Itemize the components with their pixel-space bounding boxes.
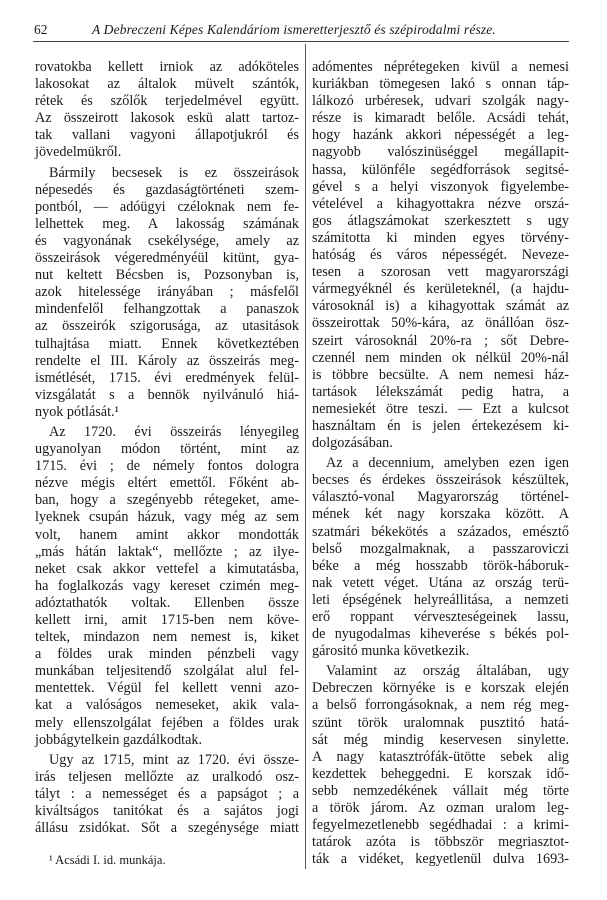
text-line: is többre becsülte. A nem nemesi ház- [312, 366, 569, 383]
text-line: használtam én is jelen értekezésem ki- [312, 417, 569, 434]
text-line: kezdettek beheggedni. E korszak idő- [312, 765, 569, 782]
text-line: A nagy katasztrófák-ütötte sebek alig [312, 748, 569, 765]
paragraph [312, 59, 569, 452]
text-line: lyeknek csupán házuk, vagy még az sem [35, 509, 299, 526]
text-line: nyok pótlását.¹ [35, 403, 119, 420]
text-line: sebb nemzedékének vállait még törte [312, 782, 569, 799]
text-line: a földes urak minden pénzbeli vagy [35, 646, 299, 663]
text-line: Az a decennium, amelyben ezen igen [326, 455, 569, 472]
text-line: ismétlését, 1715. évi eredmények felül- [35, 369, 299, 386]
text-line: „más hátán laktak“, mellőzte ; az ilye- [35, 543, 299, 560]
text-line: az összeirók szigorusága, az utasitások [35, 318, 299, 335]
text-line: belső mozgalmaknak, a passzaroviczi [312, 540, 569, 557]
text-line: Valamint az ország általában, ugy [326, 663, 569, 680]
text-line: vármegyéknél és kerületeknél, (a hajdu- [312, 281, 569, 298]
text-line: tesen a szorosan vett magyarországi [312, 264, 569, 281]
right-column [312, 59, 569, 871]
text-line: választó-vonal Magyarország történel- [312, 489, 569, 506]
paragraph [312, 663, 569, 868]
text-line: munkában teljesitendő szolgálat alul fel- [35, 663, 299, 680]
text-line: a belső forrongásoknak, a nem rég meg- [312, 697, 569, 714]
text-line: volt, hanem amint akkor mondották [35, 526, 299, 543]
text-line: nemesiekét ötre teszi. — Ezt a kulcsot [312, 400, 569, 417]
text-line: szünt török uralomnak pusztitó hatá- [312, 714, 569, 731]
text-line: azok hitelessége irányában ; másfelől [35, 284, 299, 301]
text-line: ták a vidéket, kegyetlenül dulva 1693- [312, 851, 569, 868]
text-line: mének két nagy korszaka között. A [312, 506, 569, 523]
text-line: pontból, — adóügyi czéloknak nem fe- [35, 198, 299, 215]
text-line: mentettek. Végül fel kellett venni azo- [35, 680, 299, 697]
text-line: hassa, különféle segédforrások segitsé- [312, 161, 569, 178]
text-line: mely ellenszolgálat fejében a földes urak [35, 714, 299, 731]
text-line: ban, hogy a szegényebb rétegeket, ame- [35, 492, 299, 509]
text-line: gárositó munka következik. [312, 643, 470, 660]
text-line: irás teljesen mellőzte az uralkodó osz- [35, 768, 299, 785]
text-line: rendelte el III. Károly az összeirás meg- [35, 352, 299, 369]
text-line: lelhettek meg. A lakosság számának [35, 215, 299, 232]
text-line: Az 1720. évi összeirás lényegileg [49, 423, 299, 440]
text-line: leti épségének helyreállitása, a nemzeti [312, 591, 569, 608]
paragraph [35, 165, 299, 421]
text-line: a török járom. Az ozman uralom leg- [312, 800, 569, 817]
text-line: nak vetett véget. Utána az ország terü- [312, 574, 569, 591]
left-column [35, 59, 299, 840]
text-line: szatmári békekötés a százados, emésztő [312, 523, 569, 540]
text-line: hogy hazánk akkori népességét a leg- [312, 127, 569, 144]
text-line: városoknál is) a kihagyottak számát az [312, 298, 569, 315]
text-line: Ugy az 1715, mint az 1720. évi össze- [49, 751, 299, 768]
text-line: ha foglalkozás vagy kereset czimén meg- [35, 577, 299, 594]
text-line: állásu zsidókat. Sőt a szegénysége miatt [35, 820, 299, 837]
text-line: tulhajtása miatt. Ennek következtében [35, 335, 299, 352]
text-line: kiváltságos tanitókat és a sajátos jogi [35, 803, 299, 820]
text-line: vizsgálatát s a bennök nyilvánuló hiá- [35, 386, 299, 403]
paragraph [35, 59, 299, 162]
text-line: számitotta ki minden egyes törvény- [312, 229, 569, 246]
text-line: lakosokat az általok müvelt szántók, [35, 76, 299, 93]
text-line: teltek, mindazon nem nemest is, kiket [35, 629, 299, 646]
header-rule [33, 41, 569, 42]
text-line: neket csak akkor vettefel a kimutatásba, [35, 560, 299, 577]
text-line: népesedés és gazdaságtörténeti szem- [35, 181, 299, 198]
footnote: ¹ Acsádi I. id. munkája. [49, 853, 166, 867]
text-line: tak vallani vagyoni állapotjukról és [35, 127, 299, 144]
text-line: rovatokba kellett irniok az adóköteles [35, 59, 299, 75]
text-line: béke a még hosszabb török-háboruk- [312, 557, 569, 574]
text-line: kat a valóságos nemeseket, akik vala- [35, 697, 299, 714]
paragraph [35, 752, 299, 837]
text-line: nut keltett Bécsben is, Pozsonyban is, [35, 267, 299, 284]
text-line: rétek és szőlők terjedelmével együtt. [35, 93, 299, 110]
text-line: kellett irni, amit 1715-ben nem köve- [35, 612, 299, 628]
text-line: tályt : a nemességet és a papságot ; a [35, 785, 299, 802]
text-line: nagyobb valószinüséggel megállapit- [312, 144, 569, 161]
text-line: kuriákban tömegesen lakó s onnan táp- [312, 76, 569, 93]
text-line: Debreczen környéke is e korszak elején [312, 680, 569, 697]
page-number: 62 [34, 22, 48, 37]
running-header [34, 22, 568, 40]
text-line: becses és érdekes összeirások készültek, [312, 472, 569, 489]
text-line: lálkozó urbéresek, udvari szolgák nagy- [312, 93, 569, 110]
text-line: erő roppant vérveszteségeinek lassu, [312, 609, 569, 625]
text-line: mindenfelől felhangzottak a panaszok [35, 301, 299, 318]
text-line: fegyelmezetlenebb segédhadai : a krimi- [312, 817, 569, 834]
text-line: Bármily becsesek is ez összeirások [49, 164, 299, 181]
text-line: gével s a helyi viszonyok figyelembe- [312, 178, 569, 195]
text-line: 1715. évi ; de némely fontos dologra [35, 458, 299, 475]
text-line: tatárok azóta is többször megriasztot- [312, 834, 569, 851]
text-line: czennél nem minden ok nélkül 20%-nál [312, 349, 569, 366]
text-line: adómentes néprétegeken kivül a nemesi [312, 59, 569, 75]
text-line: jövedelmükről. [35, 144, 122, 161]
text-line: hatóság és város népességét. Neveze- [312, 247, 569, 264]
text-line: dolgozásában. [312, 435, 393, 452]
text-line: szeirt városoknál 20%-ra ; sőt Debre- [312, 332, 569, 349]
paragraph [35, 424, 299, 749]
text-line: nézve mégis eltért emettől. Főként ab- [35, 475, 299, 492]
text-line: sát még mindig keservesen sinylette. [312, 731, 569, 748]
text-line: tartások lélekszámát pedig hatra, a [312, 383, 569, 400]
text-line: ugyanolyan módon történt, mint az [35, 441, 299, 458]
running-title: A Debreczeni Képes Kalendáriom ismeretterjesztő és szépirodalmi része. [92, 22, 496, 37]
paragraph [312, 455, 569, 660]
text-line: Az összeirott lakosok eskü alatt tartoz- [35, 110, 299, 127]
text-line: összeirottak 50%-kára, az önállóan ösz- [312, 315, 569, 332]
text-line: jobbágytelkein gazdálkodtak. [35, 731, 203, 748]
text-line: vételével a kihagyottakra nézve orszá- [312, 195, 569, 212]
text-line: adóztathatók voltak. Ellenben össze [35, 594, 299, 611]
column-divider [305, 44, 306, 869]
text-line: összeirások végeredményéül kitünt, gya- [35, 250, 299, 267]
text-line: része is kimaradt belőle. Acsádi tehát, [312, 110, 569, 127]
text-line: és vagyonának csekélysége, amely az [35, 232, 299, 249]
text-line: de nyugodalmas kiheverése s békés pol- [312, 626, 569, 643]
text-line: gos átlagszámokat szerkesztett s ugy [312, 212, 569, 229]
